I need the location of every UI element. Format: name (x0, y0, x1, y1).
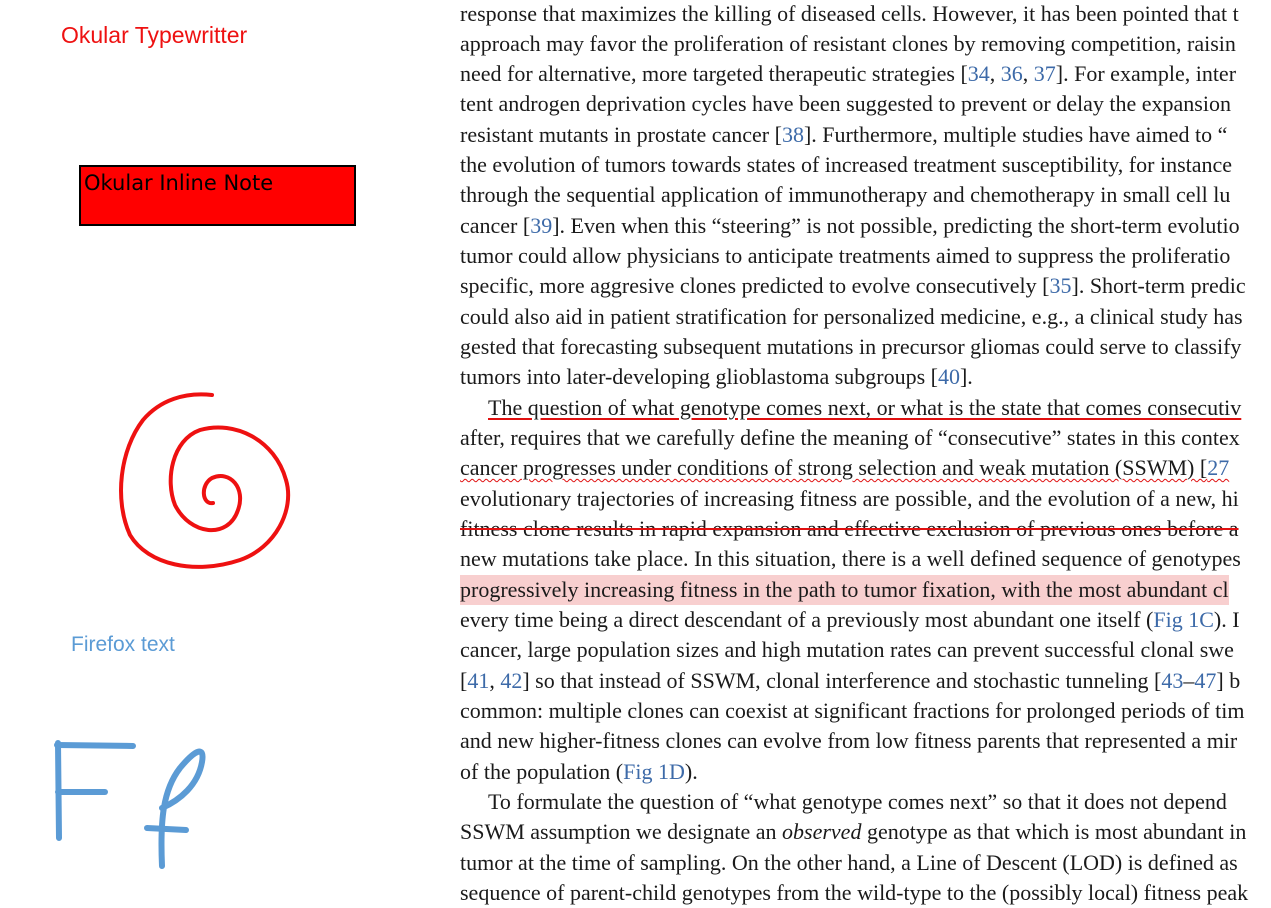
citation-link[interactable]: 41 (467, 668, 490, 693)
text-line: common: multiple clones can coexist at significant fractions for prolonged periods of tim (460, 698, 1245, 723)
text-line: after, requires that we carefully define the meaning of “consecutive” states in this contex (460, 425, 1240, 450)
text-line: [41, 42] so that instead of SSWM, clonal interference and stochastic tunneling [43–47] b (460, 668, 1241, 693)
citation-link[interactable]: 43 (1161, 668, 1184, 693)
text-line: cancer, large population sizes and high mutation rates can prevent successful clonal swe (460, 637, 1234, 662)
text-line: tumors into later-developing glioblastoma subgroups [40]. (460, 364, 973, 389)
citation-link[interactable]: 37 (1033, 61, 1056, 86)
text-line: tumor could allow physicians to anticipate treatments aimed to suppress the proliferatio (460, 243, 1231, 268)
red-spiral-freehand-drawing[interactable] (121, 394, 288, 567)
text-line: the evolution of tumors towards states of increased treatment susceptibility, for instance (460, 152, 1233, 177)
citation-link[interactable]: 38 (781, 122, 804, 147)
text-line: every time being a direct descendant of a previously most abundant one itself (Fig 1C). I (460, 607, 1240, 632)
citation-link[interactable]: 36 (1000, 61, 1023, 86)
text-line: new mutations take place. In this situation, there is a well defined sequence of genotypes (460, 546, 1241, 571)
text-line: gested that forecasting subsequent mutations in precursor gliomas could serve to classify (460, 334, 1242, 359)
okular-typewriter-annotation[interactable]: Okular Typewritter (61, 22, 248, 48)
pdf-page-content (460, 0, 1271, 905)
text-line: evolutionary trajectories of increasing fitness are possible, and the evolution of a new, hi (460, 486, 1239, 511)
text-line: SSWM assumption we designate an observed genotype as that which is most abundant in (460, 819, 1247, 844)
citation-link[interactable]: 47 (1194, 668, 1217, 693)
text-line: To formulate the question of “what genotype comes next” so that it does not depend (488, 789, 1227, 814)
firefox-text-annotation[interactable]: Firefox text (71, 633, 175, 656)
text-line: approach may favor the proliferation of resistant clones by removing competition, raisin (460, 31, 1236, 56)
text-line: cancer [39]. Even when this “steering” is not possible, predicting the short-term evolutio (460, 213, 1240, 238)
text-line: through the sequential application of immunotherapy and chemotherapy in small cell lu (460, 182, 1231, 207)
citation-link[interactable]: 34 (967, 61, 990, 86)
text-line: need for alternative, more targeted therapeutic strategies [34, 36, 37]. For example, inter (460, 61, 1237, 86)
blue-freehand-ff-drawing[interactable] (57, 743, 203, 866)
inline-note-text: Okular Inline Note (84, 171, 274, 195)
citation-link[interactable]: 35 (1049, 273, 1072, 298)
text-line: could also aid in patient stratification for personalized medicine, e.g., a clinical study has (460, 304, 1243, 329)
text-line: specific, more aggresive clones predicted to evolve consecutively [35]. Short-term predic (460, 273, 1246, 298)
citation-link[interactable]: 40 (937, 364, 960, 389)
text-line: and new higher-fitness clones can evolve from low fitness parents that represented a mir (460, 728, 1238, 753)
citation-link[interactable]: 42 (500, 668, 523, 693)
figure-link[interactable]: Fig 1D (623, 759, 685, 784)
highlighted-text-line[interactable]: progressively increasing fitness in the path to tumor fixation, with the most abundant cl (460, 575, 1229, 605)
text-line: sequence of parent-child genotypes from the wild-type to the (possibly local) fitness peak (460, 880, 1249, 905)
text-line: of the population (Fig 1D). (460, 759, 698, 784)
strikethrough-text-line[interactable]: fitness clone results in rapid expansion and effective exclusion of previous ones before a (460, 516, 1239, 541)
citation-link[interactable]: 39 (530, 213, 553, 238)
text-line: tumor at the time of sampling. On the other hand, a Line of Descent (LOD) is defined as (460, 850, 1238, 875)
text-line: response that maximizes the killing of diseased cells. However, it has been pointed that t (460, 1, 1239, 26)
figure-link[interactable]: Fig 1C (1153, 607, 1214, 632)
text-line: resistant mutants in prostate cancer [38]. Furthermore, multiple studies have aimed to “ (460, 122, 1228, 147)
squiggly-underlined-text-line[interactable]: cancer progresses under conditions of strong selection and weak mutation (SSWM) [27 (460, 455, 1230, 480)
underlined-text-line[interactable]: The question of what genotype comes next, or what is the state that comes consecutiv (488, 395, 1242, 420)
citation-link[interactable]: 27 (1207, 455, 1230, 480)
text-line: tent androgen deprivation cycles have been suggested to prevent or delay the expansion (460, 91, 1231, 116)
